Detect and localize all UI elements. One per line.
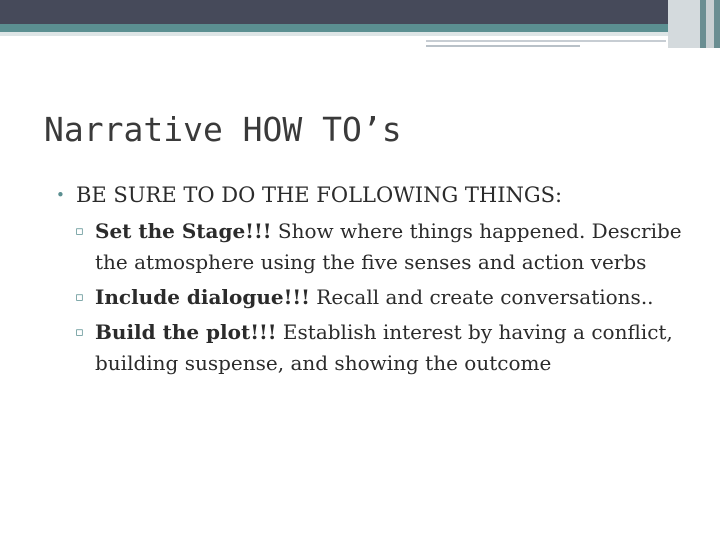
main-bullet-item bbox=[56, 180, 696, 210]
bullet-dot-icon: • bbox=[56, 186, 65, 204]
hollow-square-bullet-icon: ▫ bbox=[75, 290, 84, 305]
sub-bullet-text: Show where things happened. Describe the atmosphere using the five senses and action verbs bbox=[95, 219, 682, 274]
sub-bullet-text: Recall and create conversations.. bbox=[309, 285, 654, 309]
sub-bullet-heading: Build the plot!!! bbox=[95, 320, 277, 344]
hollow-square-bullet-icon: ▫ bbox=[75, 224, 84, 239]
header-corner-light bbox=[668, 0, 700, 48]
sub-bullet-heading: Set the Stage!!! bbox=[95, 219, 272, 243]
sub-bullet-plot bbox=[56, 317, 685, 379]
sub-bullet-text: Establish interest by having a conflict, building suspense, and showing the outcome bbox=[95, 320, 673, 375]
main-bullet-text: BE SURE TO DO THE FOLLOWING THINGS: bbox=[76, 183, 563, 207]
sub-bullet-set-stage bbox=[56, 216, 685, 278]
header-line-short bbox=[426, 45, 580, 47]
sub-bullet-dialogue bbox=[56, 282, 685, 313]
slide-body bbox=[56, 180, 696, 383]
hollow-square-bullet-icon: ▫ bbox=[75, 325, 84, 340]
sub-bullet-heading: Include dialogue!!! bbox=[95, 285, 310, 309]
sub-bullet-list bbox=[56, 216, 696, 379]
header-line-long bbox=[426, 40, 666, 42]
header-band-dark bbox=[0, 0, 720, 24]
header-corner-stripe bbox=[706, 0, 714, 48]
slide-title: Narrative HOW TO’s bbox=[44, 110, 402, 149]
header-band-teal bbox=[0, 24, 720, 32]
header-band-light bbox=[0, 32, 720, 36]
